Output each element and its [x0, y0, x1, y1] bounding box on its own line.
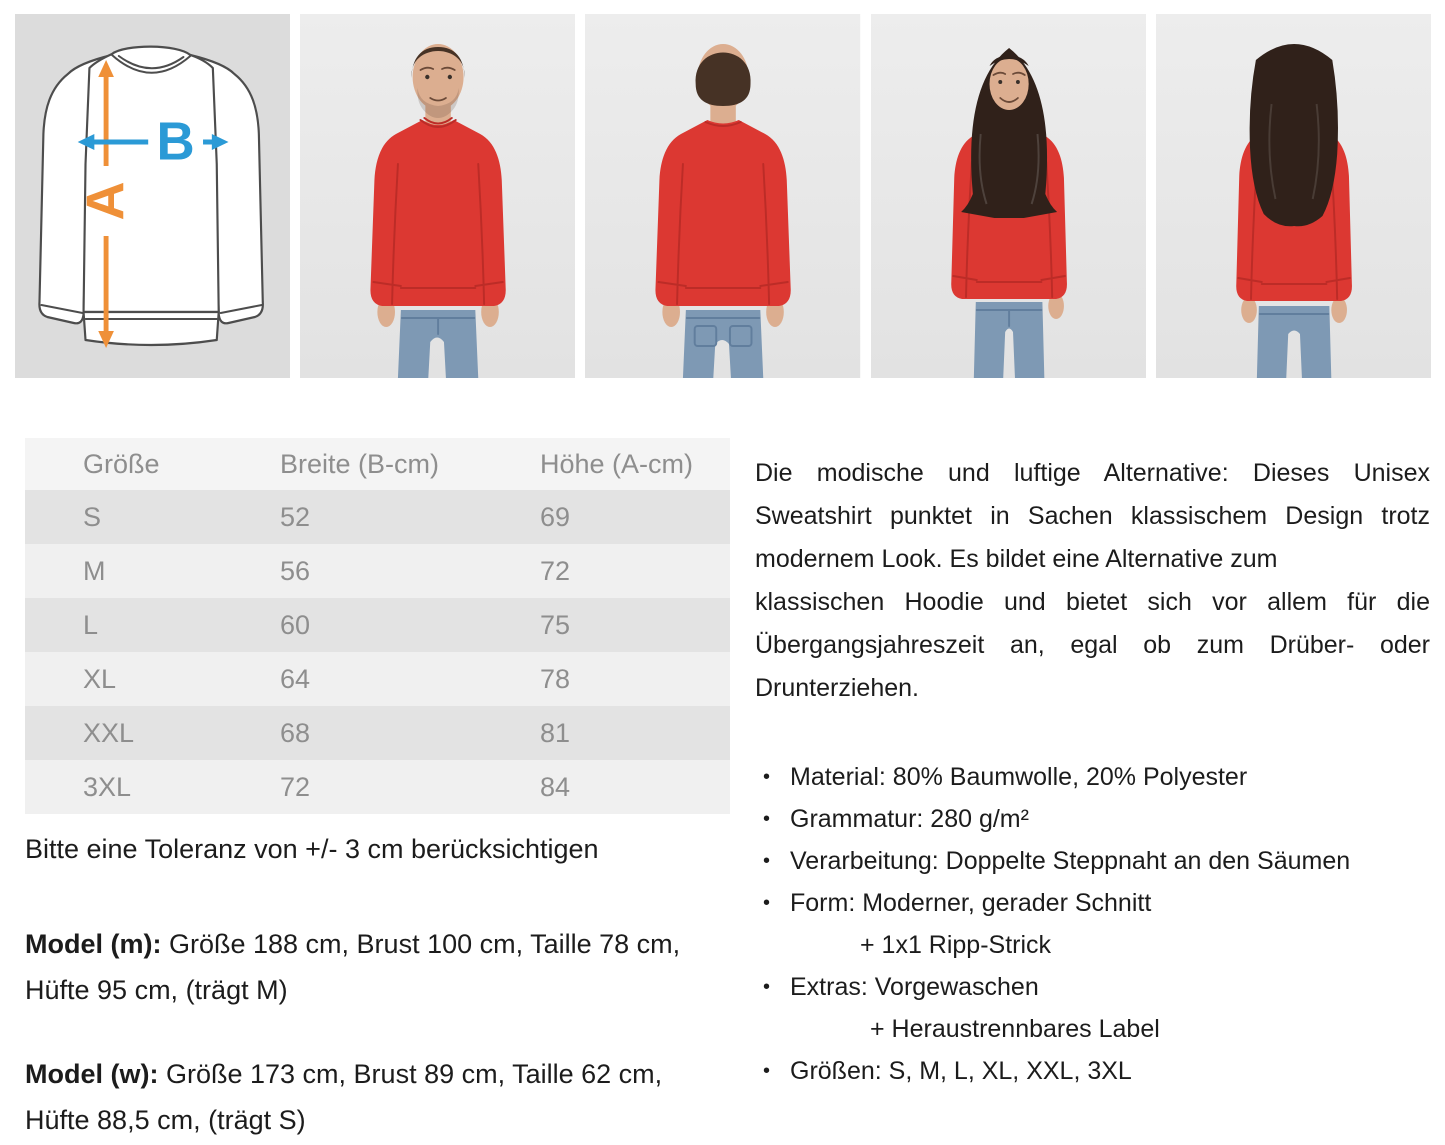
feature-text: + Heraustrennbares Label	[870, 1015, 1160, 1043]
cell-hoehe: 72	[515, 544, 730, 598]
product-description	[755, 452, 1430, 710]
cell-breite: 60	[255, 598, 515, 652]
size-info-column	[25, 438, 730, 1143]
feature-list	[755, 756, 1430, 1092]
model-male-line1: Größe 188 cm, Brust 100 cm, Taille 78 cm,	[161, 929, 681, 959]
cell-size: XXL	[25, 706, 255, 760]
label-b: B	[156, 112, 195, 172]
cell-hoehe: 81	[515, 706, 730, 760]
cell-size: 3XL	[25, 760, 255, 814]
product-image-gallery	[0, 0, 1445, 378]
feature-text: Grammatur: 280 g/m²	[790, 805, 1029, 833]
model-female-measurements	[25, 1051, 730, 1143]
model-male-measurements	[25, 921, 730, 1013]
table-row	[25, 652, 730, 706]
feature-item-groessen	[755, 1050, 1430, 1092]
feature-text: Form: Moderner, gerader Schnitt	[790, 889, 1152, 917]
column-header-hoehe: Höhe (A-cm)	[515, 438, 730, 490]
description-line: Sweatshirt punktet in Sachen klassischem Design trotz	[755, 502, 1430, 530]
description-line: Übergangsjahreszeit an, egal ob zum Drüber- oder	[755, 631, 1430, 659]
cell-breite: 72	[255, 760, 515, 814]
feature-text: Extras: Vorgewaschen	[790, 973, 1039, 1001]
model-female-line2: Hüfte 88,5 cm, (trägt S)	[25, 1105, 306, 1135]
table-row	[25, 490, 730, 544]
cell-hoehe: 69	[515, 490, 730, 544]
model-female-line1: Größe 173 cm, Brust 89 cm, Taille 62 cm,	[158, 1059, 663, 1089]
bullet-dot: •	[763, 766, 771, 788]
feature-text: Verarbeitung: Doppelte Steppnaht an den Säumen	[790, 847, 1351, 875]
cell-breite: 56	[255, 544, 515, 598]
description-column	[755, 438, 1430, 1143]
model-male-front-image[interactable]	[300, 14, 575, 378]
cell-hoehe: 75	[515, 598, 730, 652]
bullet-dot: •	[763, 892, 771, 914]
cell-breite: 68	[255, 706, 515, 760]
description-line: klassischen Hoodie und bietet sich vor allem für die	[755, 588, 1430, 616]
description-line: modernem Look. Es bildet eine Alternative zum	[755, 545, 1278, 573]
model-female-back-image[interactable]	[1156, 14, 1431, 378]
cell-size: L	[25, 598, 255, 652]
description-line: Drunterziehen.	[755, 674, 919, 702]
table-row	[25, 598, 730, 652]
feature-item-form	[755, 882, 1430, 924]
cell-size: XL	[25, 652, 255, 706]
table-row	[25, 706, 730, 760]
feature-item-extras	[755, 966, 1430, 1008]
feature-text: + 1x1 Ripp-Strick	[860, 931, 1052, 959]
feature-item-grammatur	[755, 798, 1430, 840]
cell-breite: 52	[255, 490, 515, 544]
feature-item-label	[755, 1008, 1430, 1050]
label-a: A	[76, 181, 136, 221]
bullet-dot: •	[763, 850, 771, 872]
bullet-dot: •	[763, 1060, 771, 1082]
model-male-label: Model (m):	[25, 929, 162, 959]
tolerance-note: Bitte eine Toleranz von +/- 3 cm berücksichtigen	[25, 834, 599, 864]
cell-size: S	[25, 490, 255, 544]
cell-hoehe: 78	[515, 652, 730, 706]
model-female-front-image[interactable]	[871, 14, 1146, 378]
bullet-dot: •	[763, 976, 771, 998]
bullet-dot: •	[763, 808, 771, 830]
product-details	[0, 438, 1445, 1143]
feature-item-verarbeitung	[755, 840, 1430, 882]
size-table	[25, 438, 730, 814]
feature-text: Größen: S, M, L, XL, XXL, 3XL	[790, 1057, 1132, 1085]
feature-item-material	[755, 756, 1430, 798]
table-row	[25, 760, 730, 814]
column-header-breite: Breite (B-cm)	[255, 438, 515, 490]
feature-item-ripp-strick	[755, 924, 1430, 966]
cell-hoehe: 84	[515, 760, 730, 814]
size-diagram-image[interactable]	[15, 14, 290, 378]
cell-size: M	[25, 544, 255, 598]
sweatshirt-outline-drawing	[39, 47, 262, 345]
feature-text: Material: 80% Baumwolle, 20% Polyester	[790, 763, 1248, 791]
description-line: Die modische und luftige Alternative: Dieses Unisex	[755, 459, 1430, 487]
model-male-back-image[interactable]	[585, 14, 860, 378]
model-male-line2: Hüfte 95 cm, (trägt M)	[25, 975, 288, 1005]
cell-breite: 64	[255, 652, 515, 706]
size-table-header-row	[25, 438, 730, 490]
model-female-label: Model (w):	[25, 1059, 159, 1089]
table-row	[25, 544, 730, 598]
column-header-groesse: Größe	[25, 438, 255, 490]
